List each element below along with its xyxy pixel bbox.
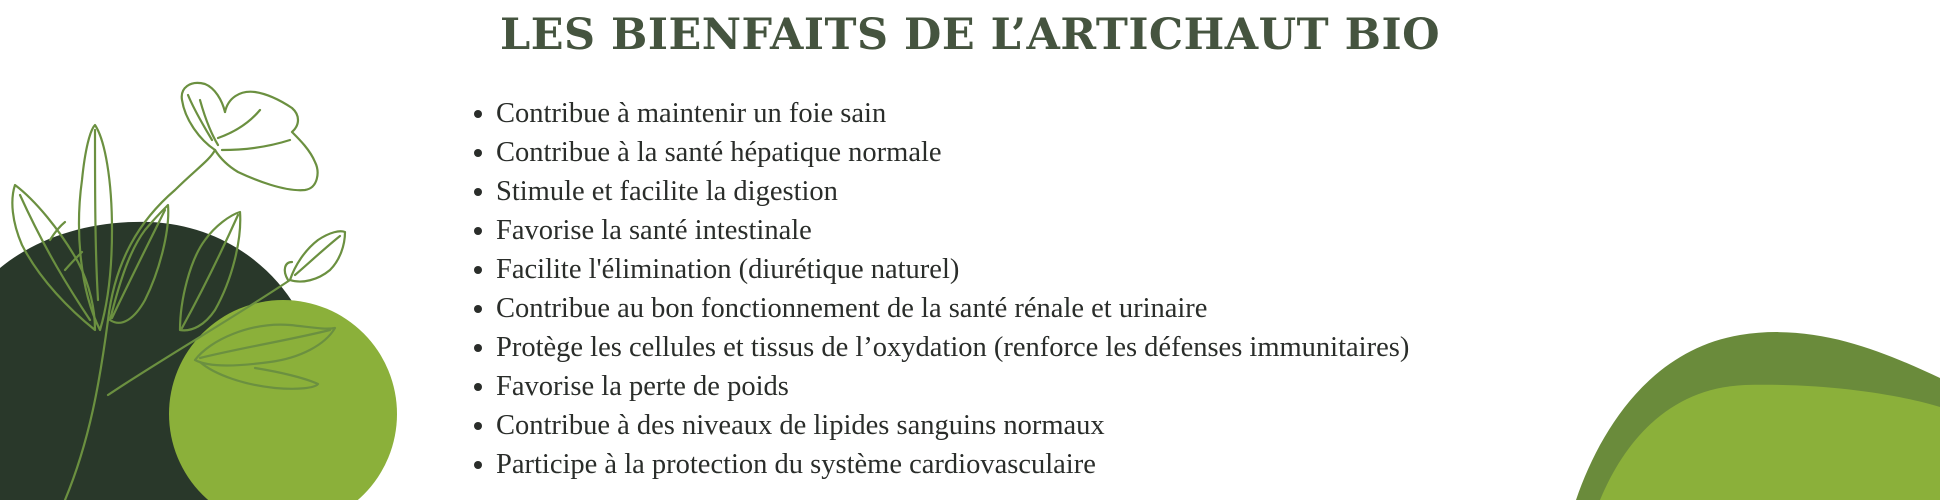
- list-item: Contribue à la santé hépatique normale: [474, 133, 1409, 172]
- list-item: Favorise la perte de poids: [474, 367, 1409, 406]
- benefits-list: [474, 94, 1409, 484]
- list-item: Protège les cellules et tissus de l’oxydation (renforce les défenses immunitaires): [474, 328, 1409, 367]
- page-title: LES BIENFAITS DE L’ARTICHAUT BIO: [499, 10, 1441, 60]
- list-item: Contribue au bon fonctionnement de la santé rénale et urinaire: [474, 289, 1409, 328]
- list-item: Facilite l'élimination (diurétique naturel): [474, 250, 1409, 289]
- list-item: Participe à la protection du système cardiovasculaire: [474, 445, 1409, 484]
- list-item: Contribue à des niveaux de lipides sanguins normaux: [474, 406, 1409, 445]
- list-item: Stimule et facilite la digestion: [474, 172, 1409, 211]
- list-item: Favorise la santé intestinale: [474, 211, 1409, 250]
- list-item: Contribue à maintenir un foie sain: [474, 94, 1409, 133]
